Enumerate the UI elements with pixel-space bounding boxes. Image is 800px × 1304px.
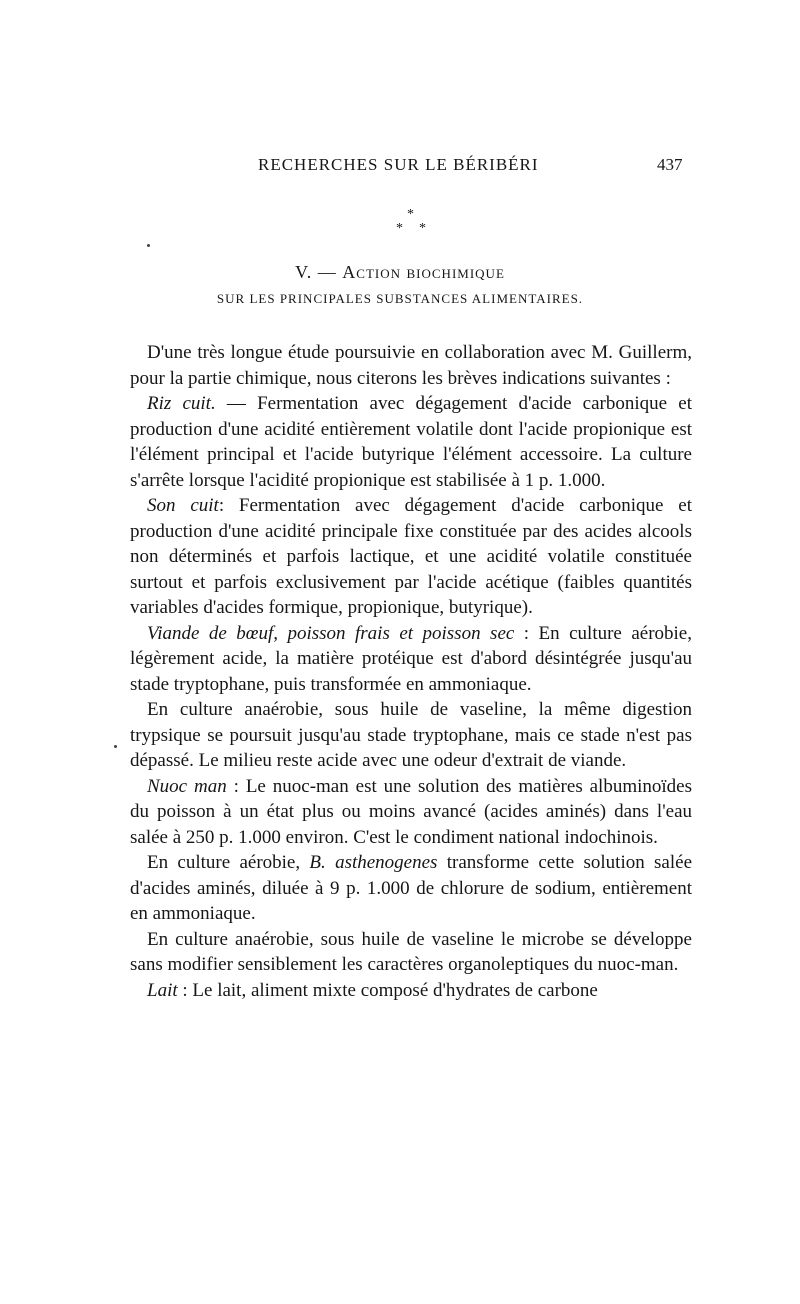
print-speck [147, 244, 150, 247]
paragraph-text: — Fermentation avec dégagement d'acide carbonique et production d'une acidité entièrement volatile dont l'acide propionique est l'élément principal et l'acide butyrique l'élément accessoire. La culture s'arrête lorsque l'acidité propionique est stabilisée à 1 p. 1.000. [130, 393, 692, 491]
asterism-star: * [396, 221, 403, 236]
section-numeral: V. — [295, 262, 343, 282]
paragraph-text: : Le lait, aliment mixte composé d'hydrates de carbone [177, 979, 598, 1001]
paragraph [130, 493, 692, 621]
section-title-text: Action biochimique [342, 262, 505, 282]
paragraph [130, 621, 692, 698]
paragraph [130, 391, 692, 493]
paragraph-text: : En culture aérobie, légèrement acide, la matière protéique est d'abord désintégrée jusqu'au stade tryptophane, puis transformée en ammoniaque. [130, 622, 692, 695]
paragraph-lead: Lait [147, 979, 178, 1001]
page-number: 437 [657, 155, 683, 174]
print-speck [114, 745, 117, 748]
running-title: RECHERCHES SUR LE BÉRIBÉRI [258, 155, 539, 174]
paragraph [130, 978, 692, 1004]
asterism-star: * [407, 207, 414, 222]
section-title [0, 262, 800, 283]
paragraph [130, 340, 692, 391]
paragraph-lead: Son cuit [147, 495, 219, 516]
paragraph-text: : Le nuoc-man est une solution des matières albuminoïdes du poisson à un état plus ou moins avancé (acides aminés) dans l'eau salée à 250 p. 1.000 environ. C'est le condiment national indochinois. [130, 775, 692, 848]
section-subtitle: SUR LES PRINCIPALES SUBSTANCES ALIMENTAIRES. [216, 291, 584, 306]
paragraph-text: En culture aérobie, [147, 852, 310, 873]
paragraph [130, 850, 692, 927]
paragraph-text: En culture anaérobie, sous huile de vaseline, la même digestion trypsique se poursuit jusqu'au stade tryptophane, mais ce stade n'est pas dépassé. Le milieu reste acide avec une odeur d'extrait de viande. [130, 699, 692, 771]
paragraph-text: En culture anaérobie, sous huile de vaseline le microbe se développe sans modifier sensiblement les caractères organoleptiques du nuoc-man. [130, 928, 692, 975]
paragraph-text: D'une très longue étude poursuivie en collaboration avec M. Guillerm, pour la partie chimique, nous citerons les brèves indications suivantes : [130, 342, 692, 389]
body-text [130, 340, 692, 1003]
paragraph [130, 697, 692, 774]
paragraph [130, 927, 692, 978]
running-head [0, 155, 800, 185]
paragraph-lead: Viande de bœuf, poisson frais et poisson sec [147, 622, 515, 644]
paragraph-tail: transforme cette solution salée d'acides aminés, diluée à 9 p. 1.000 de chlorure de sodium, entièrement en ammoniaque. [130, 852, 693, 924]
asterism-star: * [419, 221, 426, 236]
paragraph-lead: Riz cuit. [147, 393, 216, 414]
paragraph-lead: Nuoc man [147, 775, 227, 797]
species-name: B. asthenogenes [309, 852, 438, 873]
paragraph-text: : Fermentation avec dégagement d'acide carbonique et production d'une acidité principale fixe constituée par des acides alcools non déterminés et parfois lactique, et une acidité volatile constituée surtout et parfois exclusivement par l'acide acétique (faibles quantités variables d'acides formique, propionique, butyrique). [130, 495, 692, 618]
asterism [380, 208, 440, 248]
paragraph [130, 774, 692, 851]
